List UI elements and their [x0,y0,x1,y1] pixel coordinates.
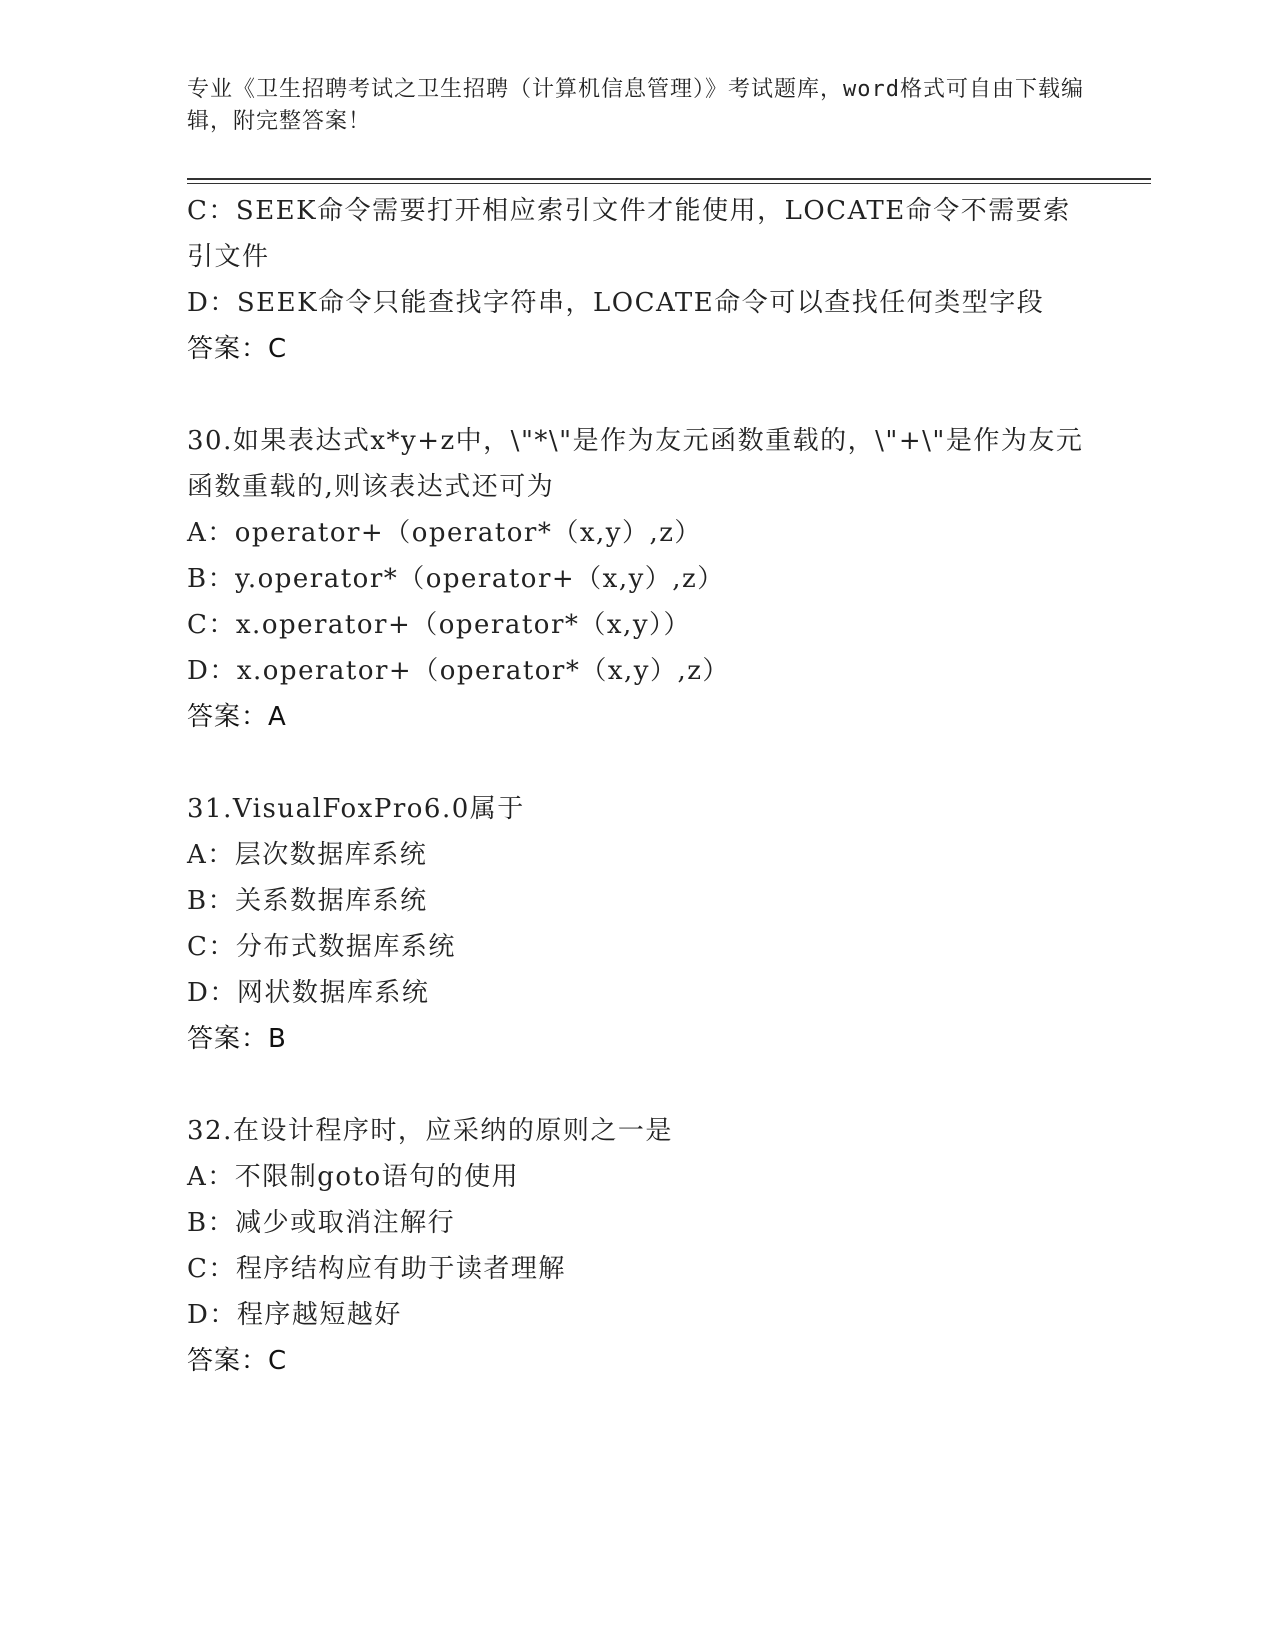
option-d: D：x.operator+（operator*（x,y）,z） [187,656,730,686]
question-text: 32.在设计程序时，应采纳的原则之一是 [187,1116,673,1146]
option-a: A：不限制goto语句的使用 [187,1162,520,1192]
answer-line: 答案：C [187,1346,288,1376]
spacer [187,372,1087,418]
option-c: C：程序结构应有助于读者理解 [187,1254,566,1284]
option-a: A：operator+（operator*（x,y）,z） [187,518,702,548]
answer-line: 答案：B [187,1024,287,1054]
question-text: 30.如果表达式x*y+z中，\"*\"是作为友元函数重载的，\"+\"是作为友元函数重载的,则该表达式还可为 [187,426,1084,502]
option-d: D：程序越短越好 [187,1300,402,1330]
question-32 [187,1108,1087,1384]
document-body [187,188,1087,1384]
spacer [187,1062,1087,1108]
option-b: B：减少或取消注解行 [187,1208,456,1238]
spacer [187,740,1087,786]
option-d: D：网状数据库系统 [187,978,430,1008]
header-rule-thick [187,178,1151,180]
answer-line: 答案：C [187,334,288,364]
option-c: C：分布式数据库系统 [187,932,456,962]
option-c: C：SEEK命令需要打开相应索引文件才能使用，LOCATE命令不需要索引文件 [187,196,1071,272]
answer-line: 答案：A [187,702,287,732]
option-c: C：x.operator+（operator*（x,y）） [187,610,692,640]
option-b: B：y.operator*（operator+（x,y）,z） [187,564,725,594]
question-30 [187,418,1087,740]
question-31 [187,786,1087,1062]
header-rule-thin [187,183,1151,184]
option-a: A：层次数据库系统 [187,840,428,870]
question-29-continuation [187,188,1087,372]
document-header: 专业《卫生招聘考试之卫生招聘（计算机信息管理）》考试题库，word格式可自由下载编辑，附完整答案！ [187,77,1084,134]
question-text: 31.VisualFoxPro6.0属于 [187,794,525,824]
option-b: B：关系数据库系统 [187,886,428,916]
option-d: D：SEEK命令只能查找字符串，LOCATE命令可以查找任何类型字段 [187,288,1045,318]
